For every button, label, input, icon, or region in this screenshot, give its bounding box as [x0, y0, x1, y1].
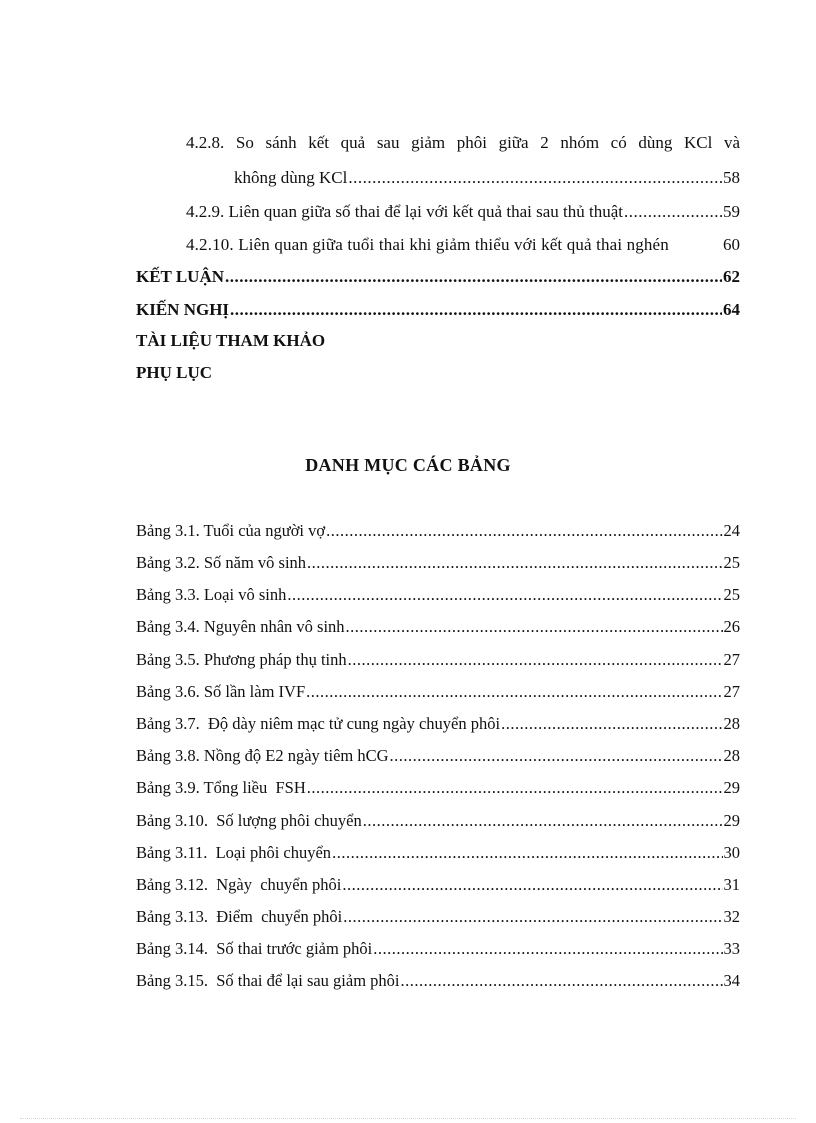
- table-item-page: 33: [723, 939, 740, 958]
- leader-dots: [346, 616, 723, 638]
- toc-entry-page: 62: [723, 267, 740, 286]
- leader-dots: [287, 584, 722, 606]
- leader-dots: [624, 201, 722, 223]
- leader-dots: [307, 552, 722, 574]
- table-item-label: Bảng 3.7. Độ dày niêm mạc tử cung ngày chuyển phôi: [136, 714, 501, 733]
- toc-entry-label: PHỤ LỤC: [136, 363, 213, 382]
- table-list-item: [136, 645, 740, 671]
- table-list-item: [136, 741, 740, 767]
- leader-dots: [306, 681, 722, 703]
- toc-entry-4-2-8-line1: 4.2.8. So sánh kết quả sau giảm phôi giữa 2 nhóm có dùng KCl và: [186, 133, 740, 152]
- table-list-item: [136, 548, 740, 574]
- toc-entry-4-2-8-line2: [234, 163, 740, 189]
- toc-entry-ket-luan: [136, 262, 740, 288]
- leader-dots: [348, 167, 722, 189]
- table-list-item: [136, 773, 740, 799]
- table-item-page: 32: [723, 907, 740, 926]
- toc-entry-label: KẾT LUẬN: [136, 267, 225, 286]
- leader-dots: [348, 649, 723, 671]
- page-bottom-divider: [20, 1118, 796, 1119]
- toc-entry-label: 4.2.9. Liên quan giữa số thai để lại với kết quả thai sau thủ thuật: [186, 202, 623, 221]
- leader-dots: [401, 970, 723, 992]
- toc-entry-page: 58: [723, 168, 740, 187]
- table-item-page: 28: [723, 746, 740, 765]
- table-list-item: [136, 902, 740, 928]
- leader-dots: [363, 810, 723, 832]
- table-list-item: [136, 580, 740, 606]
- toc-entry-label: không dùng KCl: [234, 168, 348, 187]
- toc-entry-label: TÀI LIỆU THAM KHẢO: [136, 331, 326, 350]
- leader-dots: [373, 938, 722, 960]
- table-item-label: Bảng 3.12. Ngày chuyển phôi: [136, 875, 342, 894]
- table-item-label: Bảng 3.4. Nguyên nhân vô sinh: [136, 617, 345, 636]
- table-item-label: Bảng 3.1. Tuổi của người vợ: [136, 521, 326, 540]
- table-item-label: Bảng 3.8. Nồng độ E2 ngày tiêm hCG: [136, 746, 389, 765]
- leader-dots: [390, 745, 723, 767]
- table-item-label: Bảng 3.10. Số lượng phôi chuyển: [136, 811, 362, 830]
- table-item-page: 29: [723, 778, 740, 797]
- table-item-label: Bảng 3.14. Số thai trước giảm phôi: [136, 939, 373, 958]
- leader-dots: [230, 299, 722, 321]
- table-item-page: 34: [723, 971, 740, 990]
- toc-entry-page: 60: [723, 235, 740, 254]
- table-list-item: [136, 677, 740, 703]
- leader-dots: [342, 874, 722, 896]
- table-list-item: [136, 870, 740, 896]
- leader-dots: [343, 906, 722, 928]
- leader-dots: [225, 266, 722, 288]
- table-item-page: 27: [723, 650, 740, 669]
- table-item-page: 24: [723, 521, 740, 540]
- toc-entry-label: 4.2.10. Liên quan giữa tuổi thai khi giảm thiểu với kết quả thai nghén: [186, 235, 669, 254]
- toc-entry-page: 64: [723, 300, 740, 319]
- table-item-page: 25: [723, 553, 740, 572]
- table-item-page: 29: [723, 811, 740, 830]
- toc-entry-label: KIẾN NGHỊ: [136, 300, 230, 319]
- table-item-label: Bảng 3.15. Số thai để lại sau giảm phôi: [136, 971, 400, 990]
- table-item-page: 26: [723, 617, 740, 636]
- table-item-label: Bảng 3.13. Điểm chuyển phôi: [136, 907, 343, 926]
- table-list-item: [136, 516, 740, 542]
- table-item-page: 25: [723, 585, 740, 604]
- leader-dots: [326, 520, 722, 542]
- table-list-item: [136, 966, 740, 992]
- table-item-label: Bảng 3.9. Tổng liều FSH: [136, 778, 306, 797]
- toc-entry-phu-luc: [136, 358, 740, 384]
- table-item-label: Bảng 3.3. Loại vô sinh: [136, 585, 287, 604]
- table-list-item: [136, 934, 740, 960]
- toc-entry-4-2-9: [186, 197, 740, 223]
- leader-dots: [501, 713, 722, 735]
- table-item-label: Bảng 3.11. Loại phôi chuyển: [136, 843, 332, 862]
- table-item-page: 30: [723, 843, 740, 862]
- table-list-item: [136, 838, 740, 864]
- table-item-label: Bảng 3.5. Phương pháp thụ tinh: [136, 650, 347, 669]
- table-list-item: [136, 709, 740, 735]
- table-item-page: 28: [723, 714, 740, 733]
- table-item-label: Bảng 3.2. Số năm vô sinh: [136, 553, 307, 572]
- table-item-page: 31: [723, 875, 740, 894]
- toc-entry-tai-lieu: [136, 326, 740, 352]
- toc-entry-kien-nghi: [136, 295, 740, 321]
- tables-list-title: DANH MỤC CÁC BẢNG: [305, 455, 511, 475]
- toc-entry-page: 59: [723, 202, 740, 221]
- table-item-label: Bảng 3.6. Số lần làm IVF: [136, 682, 306, 701]
- table-list-item: [136, 806, 740, 832]
- table-item-page: 27: [723, 682, 740, 701]
- leader-dots: [332, 842, 722, 864]
- leader-dots: [307, 777, 723, 799]
- table-list-item: [136, 612, 740, 638]
- toc-entry-4-2-10: [186, 230, 740, 256]
